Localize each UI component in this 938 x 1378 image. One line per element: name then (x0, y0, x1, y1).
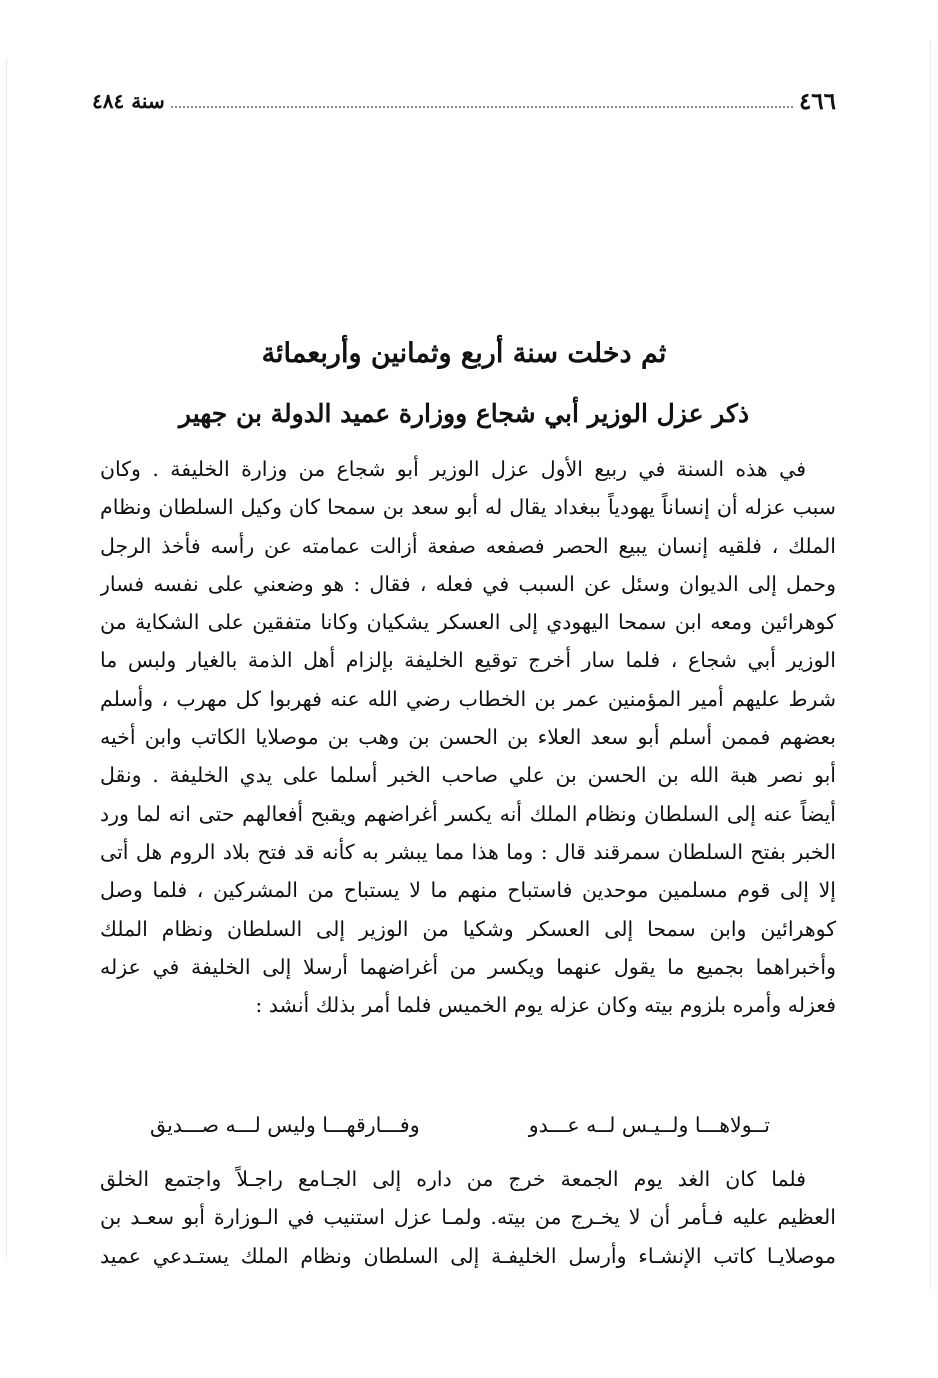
text-line: الوزير أبي شجاع ، فلما سار أخرج توقيع الخليفة بإلزام أهل الذمة بالغيار ولبس ما (100, 648, 836, 673)
running-header (92, 84, 836, 118)
running-title: سنة ٤٨٤ (92, 89, 165, 113)
text-line: شرط عليهم أمير المؤمنين عمر بن الخطاب رضي الله عنه فهربوا كل مهرب ، وأسلم (100, 686, 836, 711)
text-line: الخبر بفتح السلطان سمرقند قال : وما هذا مما يبشر به كأنه قد فتح بلاد الروم هل أتى (100, 839, 836, 864)
section-title: ذكر عزل الوزير أبي شجاع ووزارة عميد الدولة بن جهير (178, 399, 750, 428)
text-line: العظيم عليه فـأمر أن لا يخـرج من بيته. ولمـا عزل استنيب في الـوزارة أبو سعـد بن (100, 1205, 836, 1230)
chapter-title: ثم دخلت سنة أربع وثمانين وأربعمائة (261, 338, 667, 369)
text-line: موصلايـا كاتب الإنشـاء وأرسل الخليفـة إلى السلطان ونظام الملك يستـدعي عميد (100, 1243, 836, 1268)
text-line: الملك ، فلقيه إنسان يبيع الحصر فصفعه صفعة أزالت عمامته عن رأسه فأخذ الرجل (100, 533, 836, 558)
text-line: بعضهم فممن أسلم أبو سعد العلاء بن الحسن بن وهب بن موصلايا الكاتب وابن أخيه (100, 725, 836, 750)
paragraph-2 (100, 1160, 836, 1275)
text-line: أيضاً عنه إلى السلطان ونظام الملك أنه يكسر أغراضهم ويقبح أفعالهم حتى انه لما ورد (100, 801, 836, 826)
verse-hemistich-second: وفـــارقهـــا وليس لـــه صـــديق (150, 1113, 420, 1137)
text-line: فلما كان الغد يوم الجمعة خرج من داره إلى الجـامع راجـلاً واجتمع الخلق (100, 1167, 806, 1191)
text-line: كوهرائين وابن سمحا إلى العسكر وشكيا من الوزير إلى السلطان ونظام الملك (100, 916, 836, 941)
verse-hemistich-first: تــولاهـــا ولــيـس لــه عـــدو (528, 1113, 770, 1137)
text-line: كوهرائين ومعه ابن سمحا اليهودي إلى العسكر يشكيان وكانا متفقين على الشكاية من (100, 610, 836, 635)
page-edge-right (930, 40, 932, 1290)
text-line: أبو نصر هبة الله بن الحسن بن علي صاحب الخبر أسلما على يدي الخليفة . ونقل (100, 763, 836, 788)
text-line: وأخبراهما بجميع ما يقول عنهما ويكسر من أغراضهما أرسلا إلى الخليفة في عزله (100, 954, 836, 979)
paragraph-1 (100, 450, 836, 1024)
text-line: فعزله وأمره بلزوم بيته وكان عزله يوم الخميس فلما أمر بذلك أنشد : (255, 993, 836, 1018)
poetry-verse (150, 1106, 770, 1144)
text-line: وحمل إلى الديوان وسئل عن السبب في فعله ، فقال : هو وضعني على نفسه فسار (100, 571, 836, 596)
text-line: سبب عزله أن إنساناً يهودياً ببغداد يقال له أبو سعد بن سمحا كان وكيل السلطان ونظام (100, 495, 836, 520)
text-line: إلا إلى قوم مسلمين موحدين فاستباح منهم ما لا يستباح من المشركين ، فلما وصل (100, 878, 836, 903)
header-dotted-leader (171, 106, 793, 108)
page-number: ٤٦٦ (798, 87, 836, 115)
page-edge-left (6, 60, 8, 1260)
text-line: في هذه السنة في ربيع الأول عزل الوزير أبو شجاع من وزارة الخليفة . وكان (100, 457, 806, 481)
